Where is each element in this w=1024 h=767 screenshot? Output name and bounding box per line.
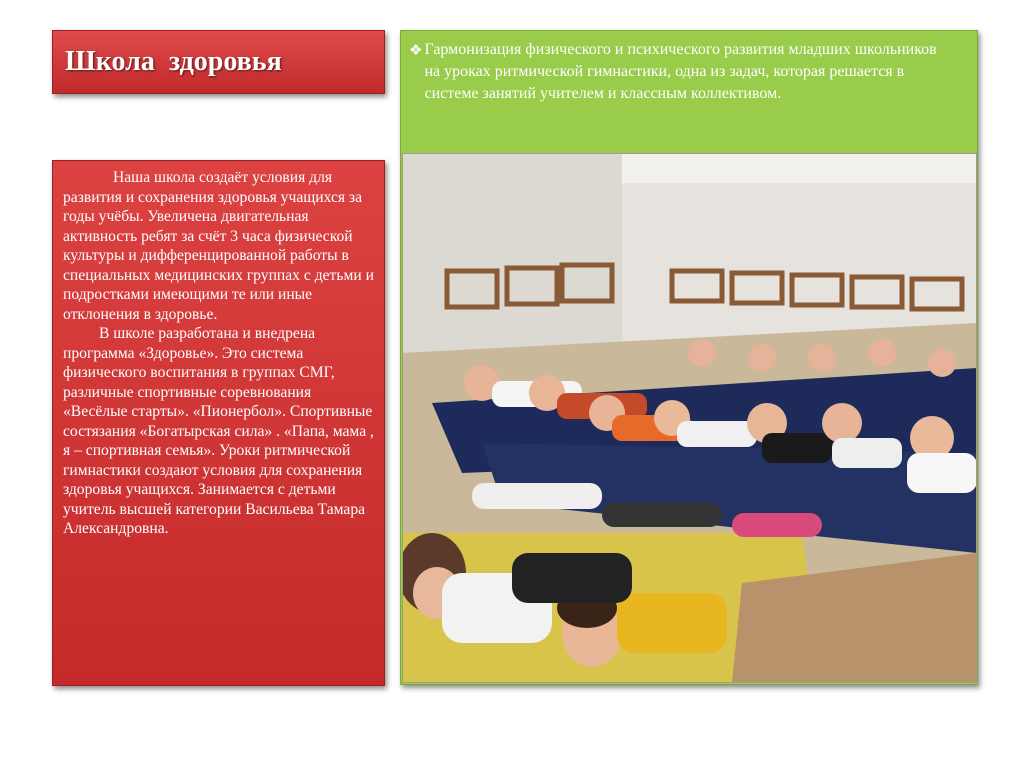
bullet-row: [409, 39, 949, 105]
body-text-box: [52, 160, 385, 686]
gym-class-photo: [402, 153, 977, 683]
diamond-bullet-icon: ❖: [409, 41, 423, 59]
bullet-text: Гармонизация физического и психического развития младших школьников на уроках ритмической гимнастики, одна из задач, которая решается в системе занятий учителем и классным коллективом.: [424, 41, 937, 102]
body-paragraph-1: Наша школа создаёт условия для развития и сохранения здоровья учащихся за годы учёбы. Увеличена двигательная активность ребят за счёт 3 часа физической культуры и дифференцированной работы в специальных медицинских группах с детьми и подростками имеющими те или иные отклонения в здоровье.: [63, 169, 374, 323]
slide-title: Школа здоровья: [65, 46, 282, 77]
green-panel: [400, 30, 978, 685]
body-paragraph-2: В школе разработана и внедрена программа «Здоровье». Это система физического воспитания в группах СМГ, различные спортивные соревнования «Весёлые старты». «Пионербол». Спортивные состязания «Богатырская сила» . «Папа, мама , я – спортивная семья». Уроки ритмической гимнастики создают условия для сохранения здоровья учащихся. Занимается с детьми учитель высшей категории Васильева Тамара Александровна.: [63, 325, 374, 537]
title-box: [52, 30, 385, 94]
